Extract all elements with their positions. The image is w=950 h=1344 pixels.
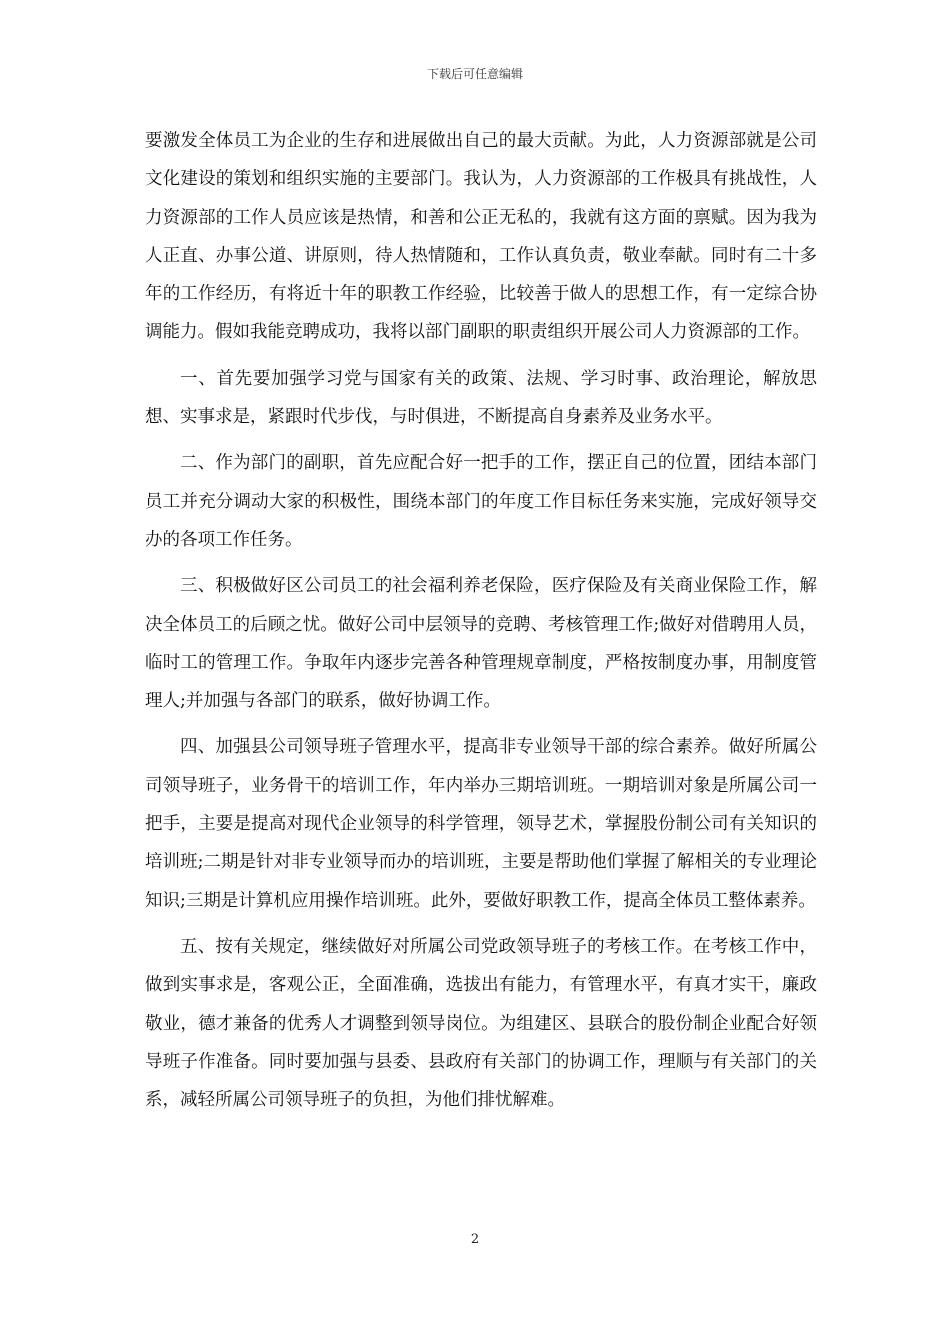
paragraph-item-1: 一、首先要加强学习党与国家有关的政策、法规、学习时事、政治理论，解放思想、实事求是，紧跟时代步伐，与时俱进，不断提高自身素养及业务水平。: [145, 368, 817, 428]
page-header: 下载后可任意编辑: [426, 67, 523, 81]
paragraph-item-4: 四、加强县公司领导班子管理水平，提高非专业领导干部的综合素养。做好所属公司领导班子，业务骨干的培训工作，年内举办三期培训班。一期培训对象是所属公司一把手，主要是提高对现代企业领导的科学管理，领导艺术，掌握股份制公司有关知识的培训班;二期是针对非专业领导而办的培训班，主要是帮助他们掌握了解相关的专业理论知识;三期是计算机应用操作培训班。此外，要做好职教工作，提高全体员工整体素养。: [145, 737, 817, 911]
paragraph-item-5: 五、按有关规定，继续做好对所属公司党政领导班子的考核工作。在考核工作中，做到实事求是，客观公正，全面准确，选拔出有能力，有管理水平，有真才实干，廉政敬业，德才兼备的优秀人才调整到领导岗位。为组建区、县联合的股份制企业配合好领导班子作准备。同时要加强与县委、县政府有关部门的协调工作，理顺与有关部门的关系，减轻所属公司领导班子的负担，为他们排忧解难。: [145, 936, 817, 1111]
document-body: [145, 122, 817, 1127]
page-number: 2: [470, 1232, 480, 1247]
paragraph-continuation: 要激发全体员工为企业的生存和进展做出自己的最大贡献。为此，人力资源部就是公司文化建设的策划和组织实施的主要部门。我认为，人力资源部的工作极具有挑战性，人力资源部的工作人员应该是热情，和善和公正无私的，我就有这方面的禀赋。因为我为人正直、办事公道、讲原则，待人热情随和，工作认真负责，敬业奉献。同时有二十多年的工作经历，有将近十年的职教工作经验，比较善于做人的思想工作，有一定综合协调能力。假如我能竞聘成功，我将以部门副职的职责组织开展公司人力资源部的工作。: [145, 131, 817, 343]
paragraph-item-3: 三、积极做好区公司员工的社会福利养老保险，医疗保险及有关商业保险工作，解决全体员工的后顾之忧。做好公司中层领导的竞聘、考核管理工作;做好对借聘用人员，临时工的管理工作。争取年内逐步完善各种管理规章制度，严格按制度办事，用制度管理人;并加强与各部门的联系，做好协调工作。: [145, 576, 817, 712]
paragraph-item-2: 二、作为部门的副职，首先应配合好一把手的工作，摆正自己的位置，团结本部门员工并充分调动大家的积极性，围绕本部门的年度工作目标任务来实施，完成好领导交办的各项工作任务。: [145, 453, 817, 550]
